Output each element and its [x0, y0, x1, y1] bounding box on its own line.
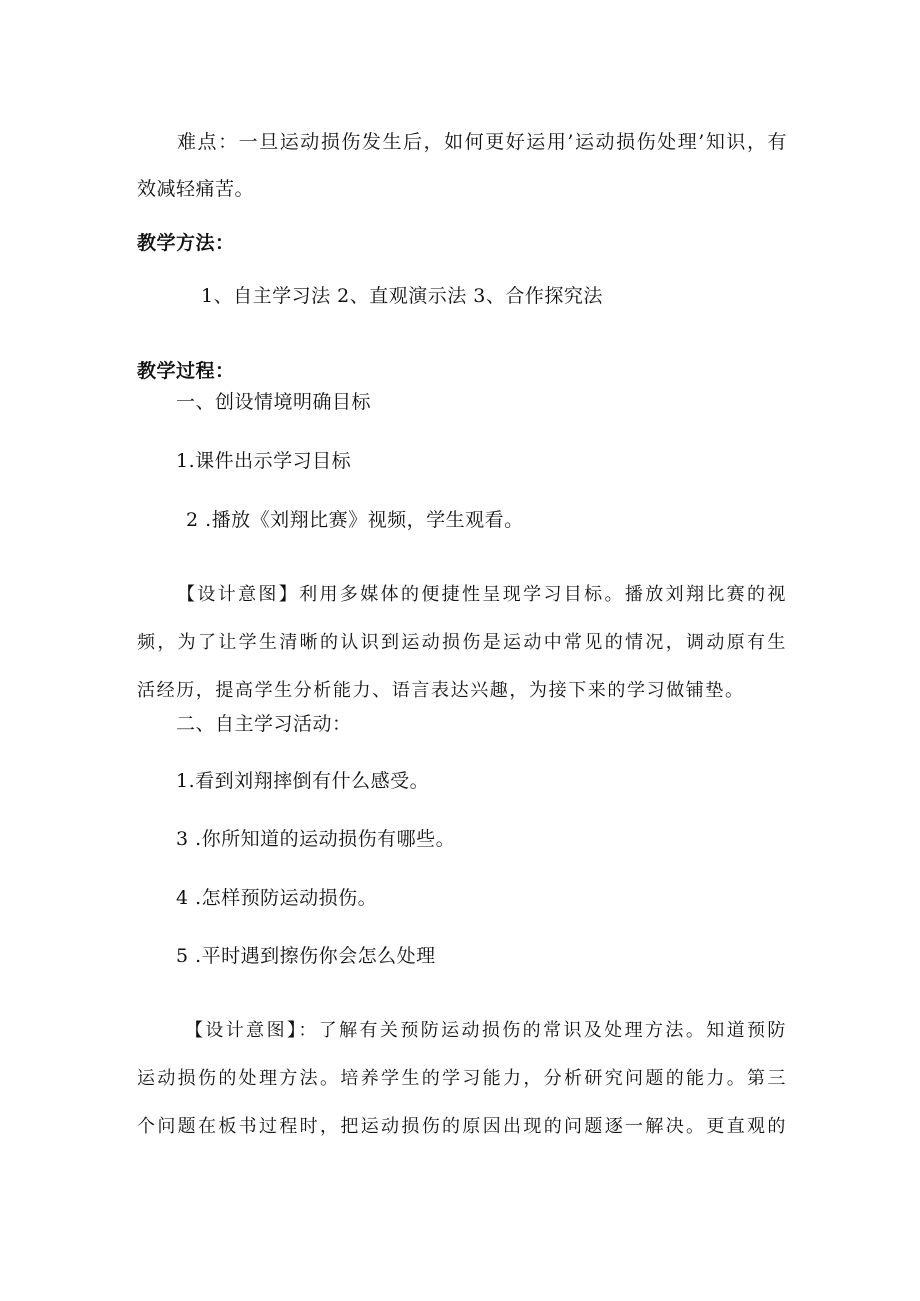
- section-1-item-1: 1.课件出示学习目标: [176, 450, 352, 472]
- methods-heading: 教学方法：: [137, 232, 235, 254]
- section-2-item-3: 3 .你所知道的运动损伤有哪些。: [176, 828, 456, 850]
- section-2-item-1: 1.看到刘翔摔倒有什么感受。: [176, 770, 430, 792]
- section-1-title: 一、创设情境明确目标: [176, 391, 372, 413]
- design-intent-2-line-1: 【设计意图】：了解有关预防运动损伤的常识及处理方法。知道预防: [185, 1020, 787, 1041]
- section-2-item-5: 5 .平时遇到擦伤你会怎么处理: [176, 945, 436, 967]
- methods-list: 1、自主学习法 2、直观演示法 3、合作探究法: [201, 285, 603, 307]
- design-intent-2-line-2: 运动损伤的处理方法。培养学生的学习能力，分析研究问题的能力。第三: [137, 1068, 787, 1089]
- section-2-title: 二、自主学习活动：: [176, 713, 352, 735]
- difficulty-line-2: 效减轻痛苦。: [137, 178, 255, 200]
- design-intent-2-line-3: 个问题在板书过程时，把运动损伤的原因出现的问题逐一解决。更直观的: [137, 1116, 787, 1137]
- process-heading: 教学过程：: [137, 360, 235, 382]
- section-1-item-2: 2 .播放《刘翔比赛》视频，学生观看。: [186, 509, 524, 531]
- design-intent-1-line-2: 频，为了让学生清晰的认识到运动损伤是运动中常见的情况，调动原有生: [137, 632, 787, 653]
- difficulty-line-1: 难点：一旦运动损伤发生后，如何更好运用’运动损伤处理’知识，有: [177, 131, 787, 153]
- section-2-item-4: 4 .怎样预防运动损伤。: [176, 887, 378, 909]
- design-intent-1-line-1: 【设计意图】利用多媒体的便捷性呈现学习目标。播放刘翔比赛的视: [177, 584, 787, 605]
- design-intent-1-line-3: 活经历，提高学生分析能力、语言表达兴趣，为接下来的学习做铺垫。: [137, 680, 745, 701]
